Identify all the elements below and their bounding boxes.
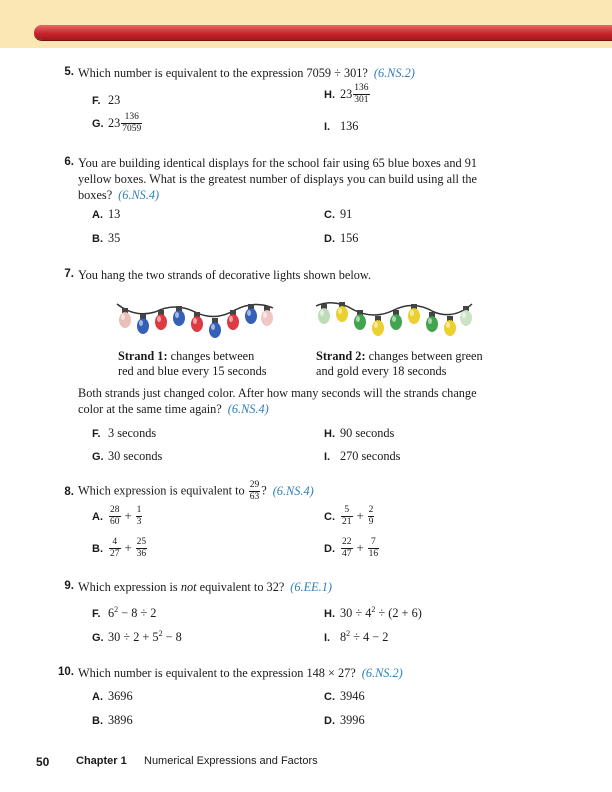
option-i[interactable]: I. 270 seconds bbox=[324, 449, 401, 463]
question-text: Which expression is not equivalent to 32? (6.EE.1) bbox=[78, 580, 332, 594]
question-number: 9. bbox=[64, 580, 74, 592]
question-number: 6. bbox=[64, 156, 74, 168]
page-footer bbox=[36, 755, 318, 769]
light-strand-2-image bbox=[314, 292, 474, 344]
question-text: Which number is equivalent to the expression 7059 ÷ 301? (6.NS.2) bbox=[78, 66, 415, 80]
standard-tag: (6.NS.4) bbox=[118, 187, 160, 202]
option-h[interactable]: H. $30 \div 4^2 \div (2 + 6)$ bbox=[324, 605, 422, 621]
question-10 bbox=[58, 666, 498, 682]
light-strand-1-image bbox=[115, 292, 275, 344]
standard-tag: (6.NS.2) bbox=[373, 66, 415, 80]
standard-tag: (6.NS.4) bbox=[227, 401, 269, 416]
light-bulb bbox=[460, 306, 472, 326]
light-bulb bbox=[426, 312, 438, 332]
page-header-banner bbox=[0, 0, 612, 48]
question-text: Which expression is equivalent to $\frac{29}{63}$ ? (6.NS.4) bbox=[78, 480, 314, 502]
option-c[interactable]: C. 3946 bbox=[324, 689, 365, 703]
option-d[interactable]: D. 3996 bbox=[324, 713, 365, 727]
question-text: You are building identical displays for the school fair using 65 blue boxes and 91 yellow boxes. What is the greatest number of displays you can build using all the boxes? (6.NS.4) bbox=[78, 156, 478, 202]
option-c[interactable]: C. 91 bbox=[324, 207, 353, 221]
standard-tag: (6.EE.1) bbox=[290, 580, 332, 594]
option-b[interactable]: B. 35 bbox=[92, 231, 121, 245]
light-bulb bbox=[372, 316, 384, 336]
question-9 bbox=[64, 580, 498, 596]
option-d[interactable]: D. 156 bbox=[324, 231, 359, 245]
option-f[interactable]: F. $6^2 - 8 \div 2$ bbox=[92, 605, 157, 621]
option-a[interactable]: A. 3696 bbox=[92, 689, 133, 703]
light-bulb bbox=[173, 306, 185, 326]
question-number: 5. bbox=[64, 66, 74, 78]
question-text: Which number is equivalent to the expression 148 × 27? (6.NS.2) bbox=[78, 666, 403, 680]
question-text: Both strands just changed color. After how many seconds will the strands change color at the same time again? (6.NS.4) bbox=[78, 386, 477, 416]
chapter-label: Chapter 1 bbox=[76, 755, 127, 767]
option-b[interactable]: B. 3896 bbox=[92, 713, 133, 727]
question-number: 10. bbox=[58, 666, 74, 678]
strand-1-caption: Strand 1: changes between red and blue every 15 seconds bbox=[118, 349, 267, 378]
chapter-title: Numerical Expressions and Factors bbox=[144, 755, 318, 767]
light-bulb bbox=[336, 302, 348, 322]
option-b[interactable]: B. $\frac{4}{27}$ + $\frac{25}{36}$ bbox=[92, 537, 147, 559]
standard-tag: (6.NS.4) bbox=[272, 483, 314, 498]
option-g[interactable]: G. 23 $\frac{136}{7059}$ bbox=[92, 112, 142, 134]
light-bulb bbox=[137, 314, 149, 334]
standard-tag: (6.NS.2) bbox=[361, 666, 403, 680]
light-bulb bbox=[209, 318, 221, 338]
question-5 bbox=[64, 66, 498, 82]
header-red-band bbox=[34, 25, 612, 40]
light-bulb bbox=[408, 304, 420, 324]
question-7 bbox=[64, 268, 498, 284]
light-bulb bbox=[245, 304, 257, 324]
option-a[interactable]: A. $\frac{28}{60}$ + $\frac{1}{3}$ bbox=[92, 505, 142, 527]
option-g[interactable]: G. 30 seconds bbox=[92, 449, 163, 463]
question-7-continued bbox=[78, 386, 498, 418]
option-f[interactable]: F. 23 bbox=[92, 93, 121, 107]
question-8 bbox=[64, 480, 498, 503]
question-6 bbox=[64, 156, 498, 203]
light-bulb bbox=[444, 316, 456, 336]
question-number: 7. bbox=[64, 268, 74, 280]
question-text: You hang the two strands of decorative lights shown below. bbox=[78, 268, 372, 282]
option-d[interactable]: D. $\frac{22}{47}$ + $\frac{7}{16}$ bbox=[324, 537, 379, 559]
light-bulb bbox=[261, 306, 273, 326]
option-h[interactable]: H. 90 seconds bbox=[324, 426, 395, 440]
page-number: 50 bbox=[36, 755, 50, 769]
option-i[interactable]: I. $8^2 \div 4 - 2$ bbox=[324, 629, 389, 645]
option-i[interactable]: I. 136 bbox=[324, 119, 359, 133]
light-bulb bbox=[155, 310, 167, 330]
light-bulb bbox=[318, 304, 330, 324]
option-a[interactable]: A. 13 bbox=[92, 207, 121, 221]
light-bulb bbox=[390, 310, 402, 330]
option-h[interactable]: H. 23 $\frac{136}{301}$ bbox=[324, 83, 369, 105]
strand-2-caption: Strand 2: changes between green and gold every 18 seconds bbox=[316, 349, 483, 378]
option-g[interactable]: G. $30 \div 2 + 5^2 - 8$ bbox=[92, 629, 182, 645]
option-f[interactable]: F. 3 seconds bbox=[92, 426, 157, 440]
light-bulb bbox=[354, 310, 366, 330]
question-number: 8. bbox=[64, 486, 74, 498]
option-c[interactable]: C. $\frac{5}{21}$ + $\frac{2}{9}$ bbox=[324, 505, 374, 527]
